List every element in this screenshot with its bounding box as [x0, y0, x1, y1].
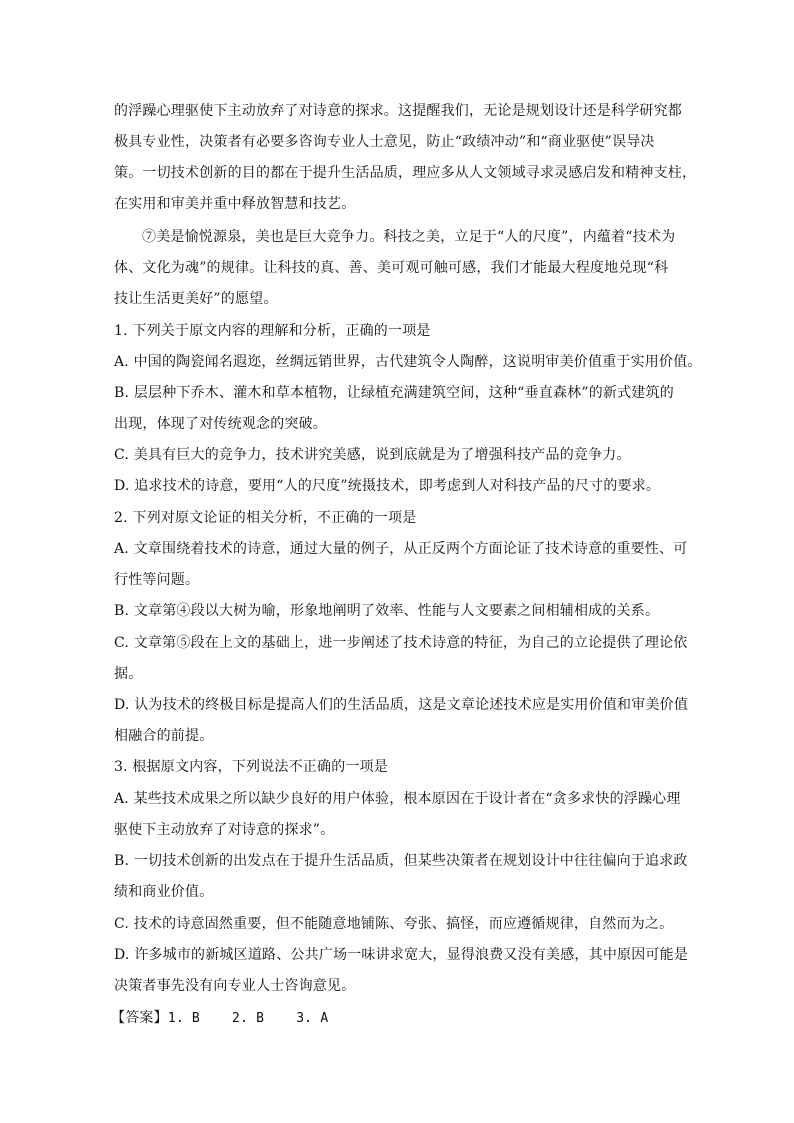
question-3-option-d-cont: 决策者事先没有向专业人士咨询意见。 — [114, 978, 356, 994]
question-3-option-a-cont: 驱使下主动放弃了对诗意的探求”。 — [114, 822, 335, 838]
question-3-option-b: B. 一切技术创新的出发点在于提升生活品质，但某些决策者在规划设计中往往偏向于追求政 — [114, 853, 688, 869]
question-2-option-d: D. 认为技术的终极目标是提高人们的生活品质，这是文章论述技术应是实用价值和审美价值 — [114, 697, 689, 713]
passage-line: 极具专业性，决策者有必要多咨询专业人士意见，防止“政绩冲动”和“商业驱使”误导决 — [114, 134, 655, 150]
question-1-stem: 1. 下列关于原文内容的理解和分析，正确的一项是 — [114, 323, 431, 339]
question-1-option-c: C. 美具有巨大的竞争力，技术讲究美感，说到底就是为了增强科技产品的竞争力。 — [114, 447, 631, 463]
question-2-option-b: B. 文章第④段以大树为喻，形象地阐明了效率、性能与人文要素之间相辅相成的关系。 — [114, 603, 660, 619]
question-1-option-b: B. 层层种下乔木、灌木和草本植物，让绿植充满建筑空间，这种“垂直森林”的新式建筑的 — [114, 385, 674, 401]
question-3-stem: 3. 根据原文内容，下列说法不正确的一项是 — [114, 759, 389, 775]
question-2-option-a-cont: 行性等问题。 — [114, 572, 200, 588]
paragraph-7-line: ⑦美是愉悦源泉，美也是巨大竞争力。科技之美，立足于“人的尺度”，内蕴着“技术为 — [142, 229, 676, 245]
question-3-option-a: A. 某些技术成果之所以缺少良好的用户体验，根本原因在于设计者在“贪多求快的浮躁心理 — [114, 791, 681, 807]
passage-line: 策。一切技术创新的目的都在于提升生活品质，理应多从人文领域寻求灵感启发和精神支柱， — [114, 165, 697, 181]
question-1-option-a: A. 中国的陶瓷闻名遐迩，丝绸远销世界，古代建筑令人陶醉，这说明审美价值重于实用价值。 — [114, 354, 702, 370]
answer-key — [111, 1008, 677, 1029]
answer-label: 【答案】 — [111, 1010, 168, 1026]
passage-line: 在实用和审美并重中释放智慧和技艺。 — [114, 196, 356, 212]
passage-line: 的浮躁心理驱使下主动放弃了对诗意的探求。这提醒我们，无论是规划设计还是科学研究都 — [114, 103, 682, 119]
question-3-option-d: D. 许多城市的新城区道路、公共广场一味讲求宽大，显得浪费又没有美感，其中原因可能是 — [114, 947, 689, 963]
question-2-option-a: A. 文章围绕着技术的诗意，通过大量的例子，从正反两个方面论证了技术诗意的重要性、可 — [114, 541, 688, 557]
question-2-option-c-cont: 据。 — [114, 666, 143, 682]
question-1-option-d: D. 追求技术的诗意，要用“人的尺度”统摄技术，即考虑到人对科技产品的尺寸的要求。 — [114, 478, 661, 494]
question-2-stem: 2. 下列对原文论证的相关分析，不正确的一项是 — [114, 510, 417, 526]
question-2-option-d-cont: 相融合的前提。 — [114, 728, 214, 744]
paragraph-7-line: 技让生活更美好”的愿望。 — [114, 291, 278, 307]
paragraph-7-line: 体、文化为魂”的规律。让科技的真、善、美可观可触可感，我们才能最大程度地兑现“科 — [114, 260, 669, 276]
question-2-option-c: C. 文章第⑤段在上文的基础上，进一步阐述了技术诗意的特征，为自己的立论提供了理论依 — [114, 635, 688, 651]
question-3-option-b-cont: 绩和商业价值。 — [114, 884, 214, 900]
answer-text: 1. B 2. B 3. A — [167, 1011, 329, 1026]
question-1-option-b-cont: 出现，体现了对传统观念的突破。 — [114, 416, 327, 432]
question-3-option-c: C. 技术的诗意固然重要，但不能随意地铺陈、夸张、搞怪，而应遵循规律，自然而为之。 — [114, 916, 674, 932]
